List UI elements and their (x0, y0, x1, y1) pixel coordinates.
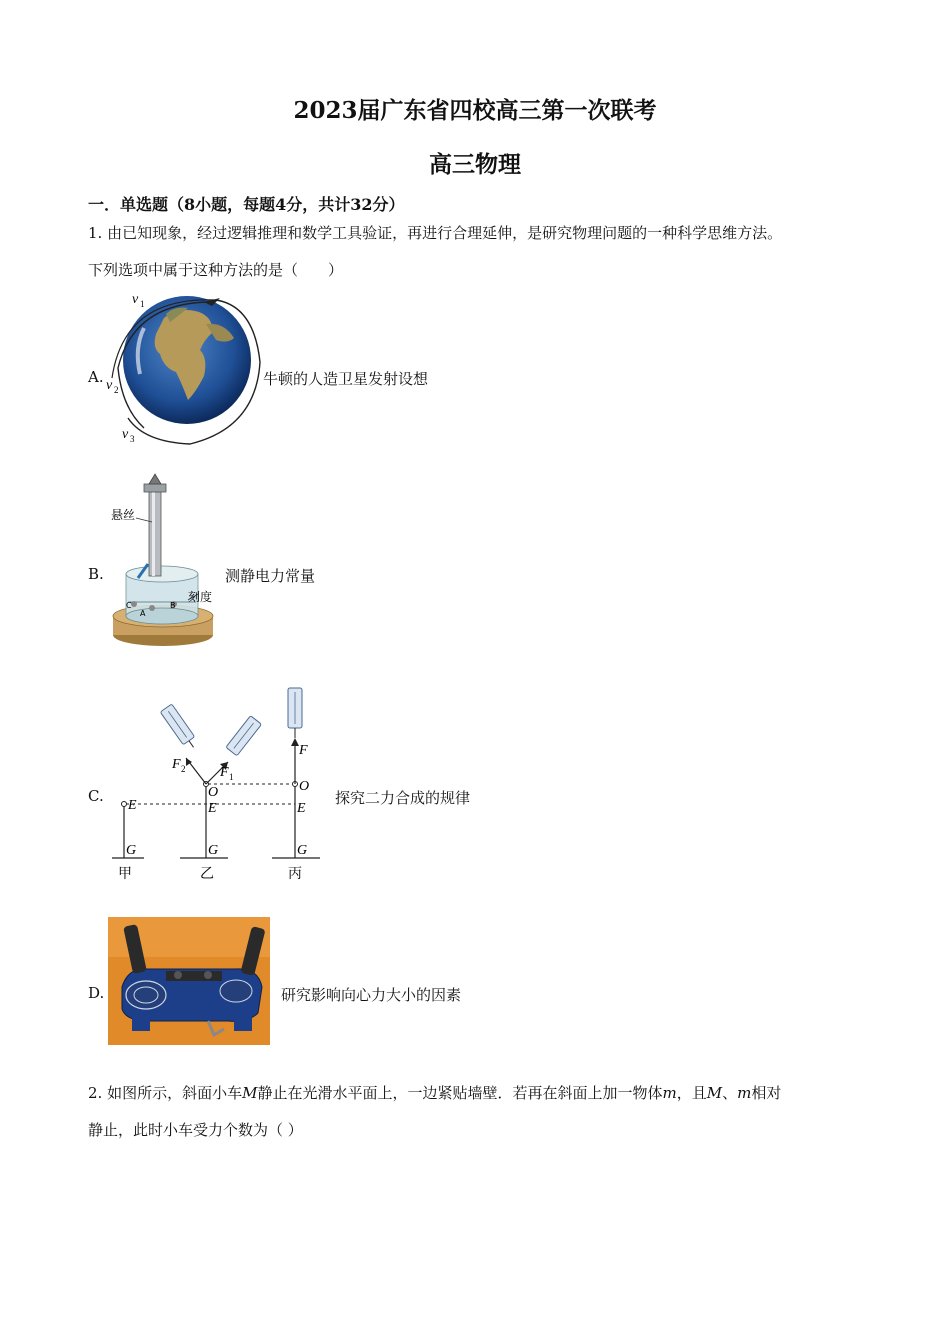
label-bing: 丙 (288, 866, 302, 882)
point-e-jia (122, 802, 127, 807)
label-jia: 甲 (118, 866, 132, 882)
question-1-line-2: 下列选项中属于这种方法的是（ ） (88, 261, 344, 279)
ball-2 (204, 971, 212, 979)
label-v1: v (132, 292, 139, 307)
section-heading: 一．单选题（8小题，每题4分，共计32分） (88, 195, 405, 214)
tube-cap (144, 484, 166, 492)
q2-sep: 、 (722, 1084, 738, 1102)
cylinder-bottom (126, 608, 198, 624)
option-d-letter: D. (88, 984, 105, 1002)
label-scale: 刻度 (188, 590, 213, 604)
ball-1 (174, 971, 182, 979)
label-o-bing: O (299, 779, 310, 794)
centripetal-force-apparatus-photo (108, 917, 270, 1045)
label-v1-sub: 1 (140, 299, 145, 309)
page-subtitle: 高三物理 (429, 151, 521, 178)
label-b: B (170, 601, 176, 610)
label-wire: 悬丝 (111, 508, 136, 522)
left-pulley (126, 981, 166, 1009)
label-c: C (126, 601, 132, 610)
label-e-bing: E (297, 801, 306, 816)
tube-highlight (152, 492, 155, 576)
label-g-jia: G (126, 843, 137, 858)
spring-balance-right (226, 716, 262, 756)
force-f-arrow (291, 738, 299, 746)
label-f1: F (220, 765, 229, 780)
q2-text-d: 相对 (751, 1084, 782, 1102)
option-a-letter: A. (88, 368, 104, 386)
option-b-caption: 测静电力常量 (225, 567, 316, 585)
q2-var-M: M (242, 1084, 258, 1102)
left-foot (132, 1017, 150, 1031)
label-v2-sub: 2 (114, 385, 119, 395)
option-b-letter: B. (88, 565, 104, 583)
label-v3-sub: 3 (130, 434, 135, 444)
torsion-balance-figure (108, 470, 228, 655)
label-yi: 乙 (200, 866, 214, 882)
label-f: F (299, 743, 308, 758)
option-d-caption: 研究影响向心力大小的因素 (281, 986, 462, 1004)
label-v2: v (106, 378, 113, 393)
label-f2-sub: 2 (181, 764, 186, 774)
label-a: A (140, 609, 146, 618)
option-a-caption: 牛顿的人造卫星发射设想 (263, 370, 429, 388)
label-f1-sub: 1 (229, 772, 234, 782)
page-title: 2023届广东省四校高三第一次联考 (293, 97, 657, 124)
question-1-line-1: 1. 由已知现象，经过逻辑推理和数学工具验证，再进行合理延伸，是研究物理问题的一种科学思维方法。 (88, 224, 783, 242)
option-c-letter: C. (88, 787, 104, 805)
label-e-yi: E (208, 801, 217, 816)
cylinder-top (126, 566, 198, 582)
sphere-a (149, 605, 155, 611)
q2-text-a: 2. 如图所示，斜面小车 (88, 1084, 243, 1102)
label-f2: F (172, 757, 181, 772)
q2-var-m2: m (737, 1084, 752, 1102)
label-o-yi: O (208, 785, 219, 800)
q2-text-c: ，且 (676, 1084, 707, 1102)
q2-text-b: 静止在光滑水平面上，一边紧贴墙壁．若再在斜面上加一物体 (257, 1084, 663, 1102)
option-c-caption: 探究二力合成的规律 (335, 789, 471, 807)
knob-icon (149, 474, 161, 484)
sphere-c (131, 601, 137, 607)
label-g-yi: G (208, 843, 219, 858)
label-g-bing: G (297, 843, 308, 858)
question-2-line-1 (88, 1082, 781, 1103)
q2-var-M2: M (706, 1084, 723, 1102)
earth-satellite-figure (104, 288, 264, 448)
label-e-jia: E (128, 798, 137, 813)
question-2-line-2: 静止，此时小车受力个数为（ ） (88, 1121, 303, 1139)
right-foot (234, 1017, 252, 1031)
spring-balance-left (160, 704, 199, 751)
force-composition-figure (108, 680, 328, 885)
right-pulley (220, 980, 252, 1002)
label-v3: v (122, 427, 129, 442)
q2-var-m: m (662, 1084, 677, 1102)
